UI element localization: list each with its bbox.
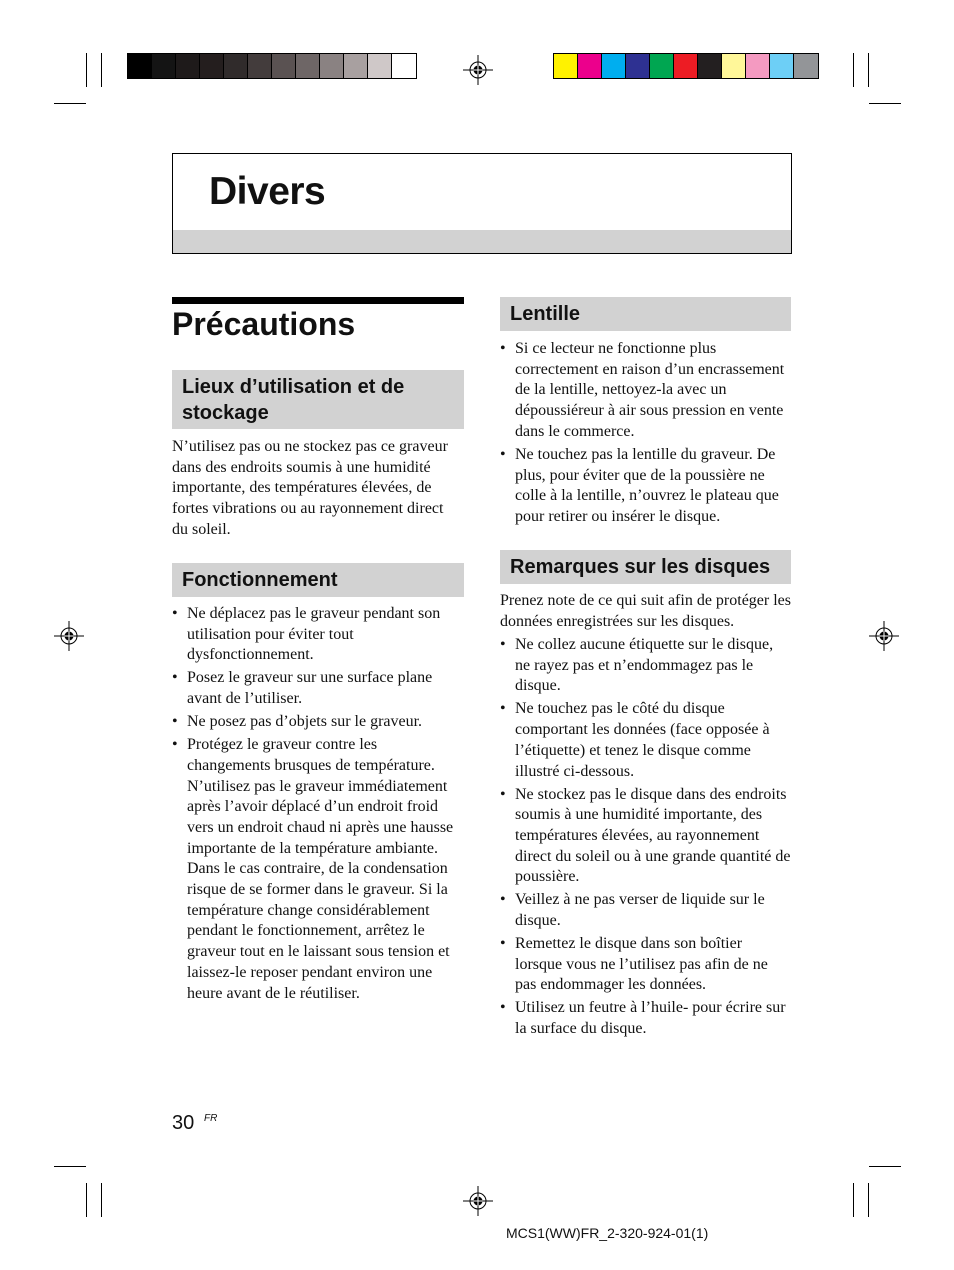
- registration-mark-icon: [869, 621, 899, 651]
- title-band: [173, 230, 791, 253]
- list-item-text: Ne déplacez pas le graveur pendant son utilisation pour éviter tout dysfonctionnement.: [187, 605, 441, 664]
- crop-mark: [54, 1166, 86, 1167]
- subheading-lentille: Lentille: [500, 297, 791, 331]
- color-swatch: [674, 54, 698, 78]
- list-item-text: Remettez le disque dans son boîtier lorsque vous ne l’utilisez pas afin de ne pas endommager les données.: [515, 935, 768, 994]
- bullet-list-disques: [500, 635, 791, 1042]
- bullet-icon: •: [172, 669, 178, 687]
- list-item-text: Si ce lecteur ne fonctionne plus correctement en raison d’un encrassement de la lentille, nettoyez-la avec un dépoussiéreur à air sous pression en vente dans le commerce.: [515, 340, 785, 440]
- crop-mark: [853, 1183, 854, 1217]
- bullet-icon: •: [172, 736, 178, 754]
- list-item: [500, 890, 791, 931]
- list-item-text: Ne posez pas d’objets sur le graveur.: [187, 713, 423, 731]
- grayscale-color-bar: [127, 53, 417, 79]
- color-swatch: [770, 54, 794, 78]
- color-swatch: [272, 54, 296, 78]
- crop-mark: [86, 1183, 87, 1217]
- document-code: MCS1(WW)FR_2-320-924-01(1): [506, 1225, 709, 1241]
- list-item: [500, 445, 791, 528]
- section-title: Précautions: [172, 306, 356, 342]
- list-item: [172, 668, 464, 709]
- list-item: [500, 339, 791, 443]
- bullet-icon: •: [500, 636, 506, 653]
- color-swatch: [602, 54, 626, 78]
- color-swatch: [344, 54, 368, 78]
- bullet-icon: •: [500, 445, 506, 463]
- bullet-icon: •: [500, 785, 506, 803]
- color-swatch: [296, 54, 320, 78]
- color-swatch: [554, 54, 578, 78]
- bullet-icon: •: [500, 999, 506, 1017]
- list-item: [172, 735, 464, 1004]
- list-item: [172, 604, 464, 666]
- list-item-text: Ne touchez pas le côté du disque comportant les données (face opposée à l’étiquette) et tenez le disque comme illustré ci-dessous.: [515, 700, 770, 780]
- list-item: [500, 699, 791, 782]
- bullet-icon: •: [172, 605, 178, 622]
- registration-mark-icon: [54, 621, 84, 651]
- list-item-text: Ne stockez pas le disque dans des endroits soumis à une humidité importante, des températures élevées, au rayonnement direct du soleil ou à une grande quantité de poussière.: [515, 785, 791, 886]
- color-swatch: [650, 54, 674, 78]
- color-swatch: [794, 54, 818, 78]
- section-rule: [172, 297, 464, 304]
- paragraph-disques-intro: Prenez note de ce qui suit afin de protéger les données enregistrées sur les disques.: [500, 592, 791, 630]
- color-swatch: [248, 54, 272, 78]
- color-swatch: [224, 54, 248, 78]
- list-item: [500, 998, 791, 1039]
- bullet-list-lentille: [500, 339, 791, 530]
- list-item: [172, 712, 464, 733]
- color-swatch: [152, 54, 176, 78]
- color-swatch: [128, 54, 152, 78]
- crop-mark: [869, 1166, 901, 1167]
- list-item-text: Ne collez aucune étiquette sur le disque, ne rayez pas et n’endommagez pas le disque.: [515, 636, 774, 695]
- bullet-icon: •: [500, 935, 506, 953]
- crop-mark: [868, 1183, 869, 1217]
- color-swatch: [626, 54, 650, 78]
- bullet-icon: •: [500, 700, 506, 718]
- list-item-text: Ne touchez pas la lentille du graveur. De plus, pour éviter que de la poussière ne colle à la lentille, n’ouvrez le plateau que pour retirer ou insérer le disque.: [515, 445, 779, 525]
- list-item: [500, 934, 791, 996]
- color-swatch: [722, 54, 746, 78]
- subheading-disques: Remarques sur les disques: [500, 550, 791, 584]
- color-swatch: [368, 54, 392, 78]
- process-color-bar: [553, 53, 819, 79]
- list-item-text: Protégez le graveur contre les changements brusques de température. N’utilisez pas le graveur immédiatement après l’avoir déplacé d’un endroit froid vers un endroit chaud ni après une hausse importante de la température ambiante. Dans le cas contraire, de la condensation risque de se former dans le graveur. Si la température change considérablement pendant le fonctionnement, arrêtez le graveur tout en le laissant sous tension et laissez-le reposer pendant environ une heure avant de le réutiliser.: [187, 736, 454, 1002]
- chapter-title: Divers: [209, 170, 326, 213]
- color-swatch: [176, 54, 200, 78]
- subheading-lieux: Lieux d’utilisation et de stockage: [172, 370, 464, 429]
- list-item-text: Veillez à ne pas verser de liquide sur le disque.: [515, 891, 765, 930]
- list-item-text: Utilisez un feutre à l’huile- pour écrire sur la surface du disque.: [515, 999, 786, 1038]
- color-swatch: [698, 54, 722, 78]
- color-swatch: [746, 54, 770, 78]
- registration-mark-icon: [463, 1186, 493, 1216]
- color-swatch: [200, 54, 224, 78]
- crop-mark: [54, 103, 86, 104]
- crop-mark: [853, 53, 854, 87]
- chapter-title-box: [172, 153, 792, 254]
- crop-mark: [101, 1183, 102, 1217]
- page-number: 30: [172, 1112, 195, 1134]
- crop-mark: [86, 53, 87, 87]
- paragraph-lieux: N’utilisez pas ou ne stockez pas ce graveur dans des endroits soumis à une humidité importante, des températures élevées, de fortes vibrations ou au rayonnement direct du soleil.: [172, 438, 448, 538]
- crop-mark: [868, 53, 869, 87]
- registration-mark-icon: [463, 55, 493, 85]
- list-item-text: Posez le graveur sur une surface plane avant de l’utiliser.: [187, 669, 433, 708]
- language-code: FR: [204, 1113, 218, 1124]
- bullet-icon: •: [500, 891, 506, 909]
- subheading-fonctionnement: Fonctionnement: [172, 563, 464, 597]
- list-item: [500, 635, 791, 697]
- bullet-icon: •: [172, 713, 178, 731]
- crop-mark: [869, 103, 901, 104]
- color-swatch: [392, 54, 416, 78]
- color-swatch: [320, 54, 344, 78]
- list-item: [500, 785, 791, 889]
- bullet-icon: •: [500, 340, 506, 357]
- bullet-list-fonctionnement: [172, 604, 464, 1007]
- color-swatch: [578, 54, 602, 78]
- crop-mark: [101, 53, 102, 87]
